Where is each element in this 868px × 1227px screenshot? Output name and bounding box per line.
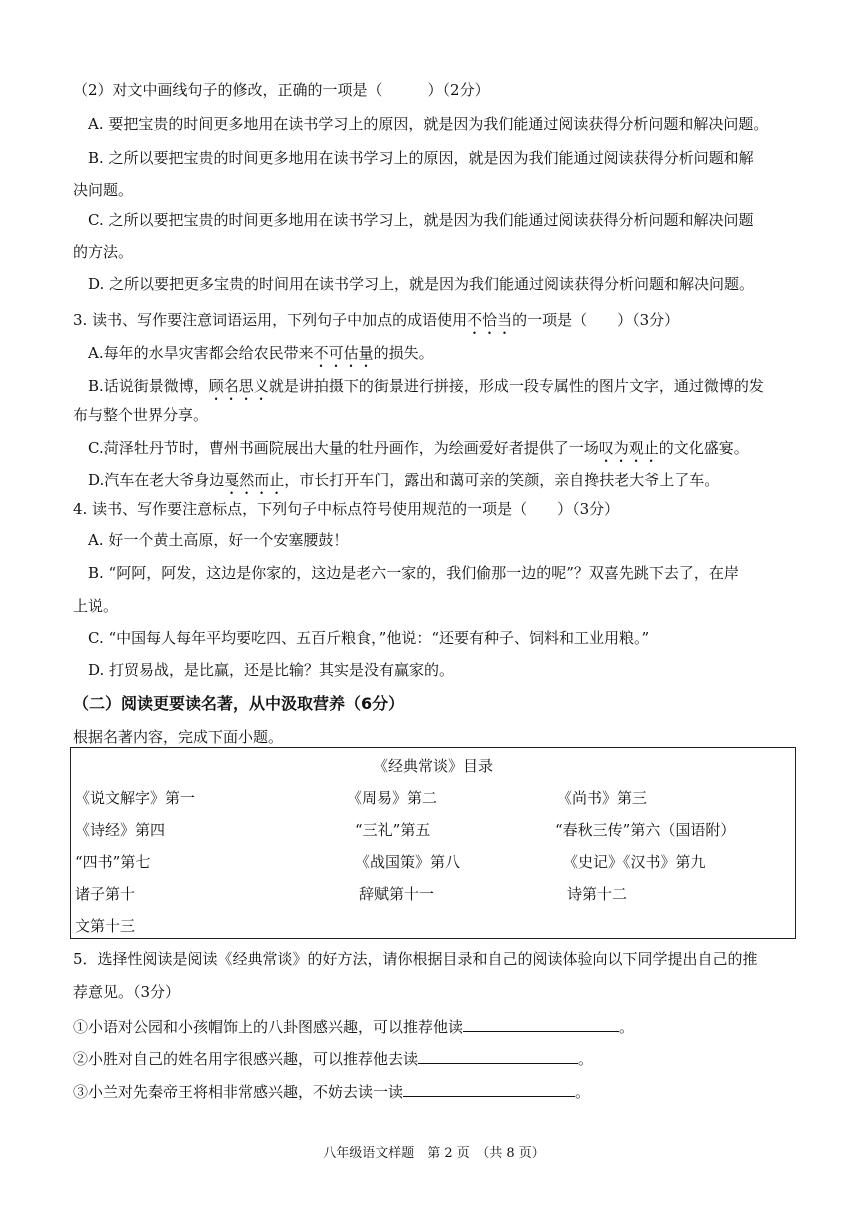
answer-blank-1[interactable] (463, 1015, 619, 1032)
q3-d-tail: ，市长打开车门，露出和蔼可亲的笑颜，亲自搀扶老大爷上了车。 (284, 471, 720, 489)
q5-item-1-end: 。 (619, 1018, 635, 1036)
q4-option-a: A. 好一个黄土高原，好一个安塞腰鼓！ (88, 531, 349, 549)
toc-entry: “四书”第七 (75, 853, 151, 871)
q5-item-2-end: 。 (578, 1050, 594, 1068)
q5-item-3 (73, 1080, 590, 1102)
q3-option-d (88, 470, 719, 498)
q5-item-2 (73, 1047, 593, 1069)
q5-item-1 (73, 1015, 634, 1037)
toc-entry: 《战国策》第八 (355, 853, 461, 871)
answer-blank-2[interactable] (418, 1047, 578, 1064)
toc-entry: “春秋三传”第六（国语附） (555, 821, 736, 839)
q2-option-a: A. 要把宝贵的时间更多地用在读书学习上的原因，就是因为我们能通过阅读获得分析问题和解决问题。 (88, 115, 769, 133)
q4-stem: 4. 读书、写作要注意标点，下列句子中标点符号使用规范的一项是（ ）（3分） (73, 500, 620, 518)
q3-option-c (88, 438, 749, 466)
q2-option-b-line1: B. 之所以要把宝贵的时间更多地用在读书学习上的原因，就是因为我们能通过阅读获得分析问题和解 (88, 149, 754, 167)
q2-stem: （2）对文中画线句子的修改，正确的一项是（ ）（2分） (73, 81, 490, 99)
section-intro: 根据名著内容，完成下面小题。 (73, 728, 284, 746)
q2-option-b-line2: 决问题。 (73, 181, 134, 199)
q3-a-idiom: 不可估量 (313, 344, 374, 362)
toc-entry: 诸子第十 (75, 885, 136, 903)
q3-c-text: C.菏泽牡丹节时，曹州书画院展出大量的牡丹画作，为绘画爱好者提供了一场 (88, 439, 599, 457)
q4-option-d: D. 打贸易战，是比赢，还是比输？其实是没有赢家的。 (88, 661, 455, 679)
toc-box (70, 747, 796, 939)
q2-option-c-line1: C. 之所以要把宝贵的时间更多地用在读书学习上，就是因为我们能通过阅读获得分析问题和解决问题 (88, 211, 754, 229)
q4-option-b-line1: B. “阿阿，阿发，这边是你家的，这边是老六一家的，我们偷那一边的呢”？双喜先跳下去了，在岸 (88, 564, 739, 582)
toc-entry: 辞赋第十一 (359, 885, 435, 903)
q3-d-idiom: 戛然而止 (224, 471, 285, 489)
toc-entry: 文第十三 (75, 917, 136, 935)
q5-item-2-text: ②小胜对自己的姓名用字很感兴趣，可以推荐他去读 (73, 1050, 419, 1068)
page-footer: 八年级语文样题 第 2 页 （共 8 页） (323, 1146, 545, 1161)
q4-option-c: C. “中国每人每年平均要吃四、五百斤粮食，”他说：“还要有种子、饲料和工业用粮。” (88, 629, 650, 647)
q3-a-text: A.每年的水旱灾害都会给农民带来 (88, 344, 314, 362)
q5-stem-line2: 荐意见。（3分） (73, 983, 181, 1001)
q4-option-b-line2: 上说。 (73, 597, 119, 615)
toc-entry: 诗第十二 (567, 885, 628, 903)
q3-b-tail: 就是讲拍摄下的街景进行拼接，形成一段专属性的图片文字，通过微博的发 (268, 377, 764, 395)
q3-a-tail: 的损失。 (373, 344, 434, 362)
q3-stem-text: 3. 读书、写作要注意词语运用，下列句子中加点的成语使用 (73, 311, 468, 329)
answer-blank-3[interactable] (403, 1080, 575, 1097)
toc-title: 《经典常谈》目录 (372, 757, 493, 775)
q3-c-idiom: 叹为观止 (598, 439, 659, 457)
q2-option-c-line2: 的方法。 (73, 243, 134, 261)
toc-entry: 《诗经》第四 (75, 821, 166, 839)
q3-option-b-line2: 布与整个世界分享。 (73, 406, 209, 424)
toc-entry: 《说文解字》第一 (75, 789, 196, 807)
q5-item-3-end: 。 (575, 1083, 591, 1101)
q3-option-a (88, 343, 434, 371)
toc-entry: “三礼”第五 (355, 821, 431, 839)
toc-entry: 《尚书》第三 (557, 789, 648, 807)
q3-stem-tail: 的一项是（ ）（3分） (512, 311, 680, 329)
toc-entry: 《周易》第二 (347, 789, 438, 807)
q3-stem (73, 310, 679, 338)
q5-item-3-text: ③小兰对先秦帝王将相非常感兴趣，不妨去读一读 (73, 1083, 404, 1101)
q3-c-tail: 的文化盛宴。 (658, 439, 749, 457)
q5-item-1-text: ①小语对公园和小孩帽饰上的八卦图感兴趣，可以推荐他读 (73, 1018, 464, 1036)
q2-option-d: D. 之所以要把更多宝贵的时间用在读书学习上，就是因为我们能通过阅读获得分析问题和解决问题。 (88, 275, 755, 293)
section-title: （二）阅读更要读名著，从中汲取营养（6分） (73, 694, 405, 713)
q3-stem-emphasis: 不恰当 (467, 311, 513, 329)
q3-b-idiom: 顾名思义 (208, 377, 269, 395)
q5-stem-line1: 5．选择性阅读是阅读《经典常谈》的好方法，请你根据目录和自己的阅读体验向以下同学提出自己的推 (73, 950, 758, 968)
toc-entry: 《史记》《汉书》第九 (563, 853, 706, 871)
q3-b-text: B.话说街景微博， (88, 377, 209, 395)
q3-d-text: D.汽车在老大爷身边 (88, 471, 225, 489)
q3-option-b-line1 (88, 376, 764, 404)
